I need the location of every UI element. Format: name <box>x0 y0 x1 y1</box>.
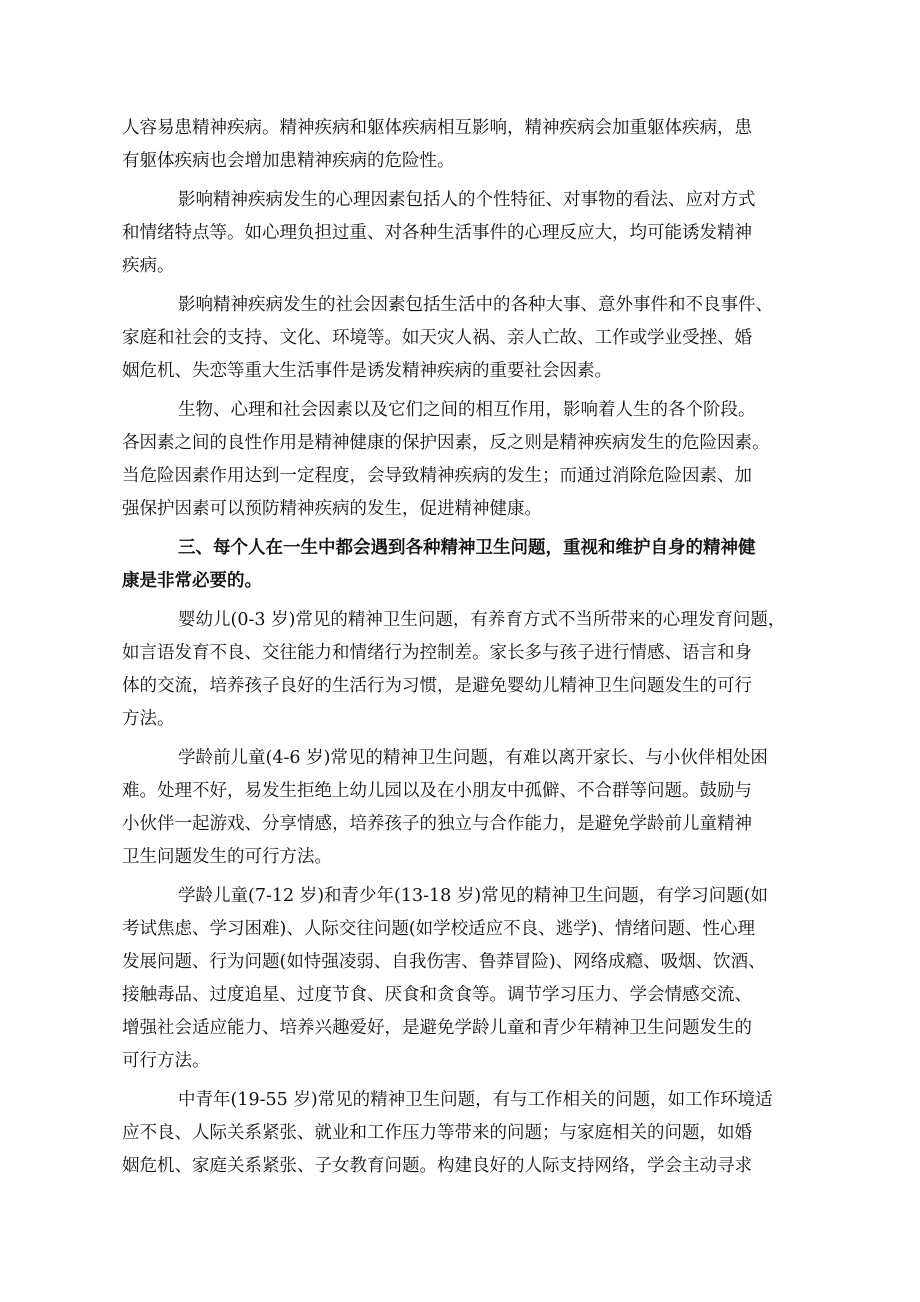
paragraph-line: 体的交流，培养孩子良好的生活行为习惯，是避免婴幼儿精神卫生问题发生的可行 <box>122 676 752 696</box>
paragraph-line: 难。处理不好，易发生拒绝上幼儿园以及在小朋友中孤僻、不合群等问题。鼓励与 <box>122 781 752 801</box>
paragraph-school-age <box>122 880 796 1078</box>
paragraph-line: 人容易患精神疾病。精神疾病和躯体疾病相互影响，精神疾病会加重躯体疾病，患 <box>122 118 752 138</box>
section-heading-line: 三、每个人在一生中都会遇到各种精神卫生问题，重视和维护自身的精神健 <box>178 538 756 558</box>
paragraph-line: 如言语发育不良、交往能力和情绪行为控制差。家长多与孩子进行情感、语言和身 <box>122 643 752 663</box>
paragraph-4 <box>122 394 796 526</box>
paragraph-1 <box>122 112 796 178</box>
document-page <box>122 112 796 1189</box>
paragraph-line: 生物、心理和社会因素以及它们之间的相互作用，影响着人生的各个阶段。 <box>178 400 756 420</box>
paragraph-3 <box>122 289 796 388</box>
paragraph-line: 各因素之间的良性作用是精神健康的保护因素，反之则是精神疾病发生的危险因素。 <box>122 433 770 453</box>
paragraph-line: 疾病。 <box>122 256 175 276</box>
paragraph-line: 影响精神疾病发生的心理因素包括人的个性特征、对事物的看法、应对方式 <box>178 190 756 210</box>
paragraph-adults <box>122 1084 796 1183</box>
paragraph-line: 和情绪特点等。如心理负担过重、对各种生活事件的心理反应大，均可能诱发精神 <box>122 223 752 243</box>
paragraph-line: 卫生问题发生的可行方法。 <box>122 847 332 867</box>
paragraph-line: 小伙伴一起游戏、分享情感，培养孩子的独立与合作能力，是避免学龄前儿童精神 <box>122 814 752 834</box>
paragraph-line: 家庭和社会的支持、文化、环境等。如天灾人祸、亲人亡故、工作或学业受挫、婚 <box>122 328 752 348</box>
paragraph-line: 方法。 <box>122 709 175 729</box>
paragraph-line: 中青年(19-55 岁)常见的精神卫生问题，有与工作相关的问题，如工作环境适 <box>178 1090 773 1110</box>
paragraph-line: 婴幼儿(0-3 岁)常见的精神卫生问题，有养育方式不当所带来的心理发育问题， <box>178 610 786 630</box>
paragraph-line: 影响精神疾病发生的社会因素包括生活中的各种大事、意外事件和不良事件、 <box>178 295 773 315</box>
paragraph-line: 增强社会适应能力、培养兴趣爱好，是避免学龄儿童和青少年精神卫生问题发生的 <box>122 1018 752 1038</box>
paragraph-line: 当危险因素作用达到一定程度，会导致精神疾病的发生；而通过消除危险因素、加 <box>122 466 752 486</box>
paragraph-preschool <box>122 742 796 874</box>
paragraph-line: 学龄前儿童(4-6 岁)常见的精神卫生问题，有难以离开家长、与小伙伴相处困 <box>178 748 768 768</box>
paragraph-line: 考试焦虑、学习困难)、人际交往问题(如学校适应不良、逃学)、情绪问题、性心理 <box>122 919 755 939</box>
paragraph-line: 可行方法。 <box>122 1051 210 1071</box>
paragraph-2 <box>122 184 796 283</box>
paragraph-line: 接触毒品、过度追星、过度节食、厌食和贪食等。调节学习压力、学会情感交流、 <box>122 985 752 1005</box>
paragraph-line: 有躯体疾病也会增加患精神疾病的危险性。 <box>122 151 455 171</box>
paragraph-line: 学龄儿童(7-12 岁)和青少年(13-18 岁)常见的精神卫生问题，有学习问题(如 <box>178 886 769 906</box>
section-heading-line: 康是非常必要的。 <box>122 571 262 591</box>
paragraph-line: 发展问题、行为问题(如恃强凌弱、自我伤害、鲁莽冒险)、网络成瘾、吸烟、饮酒、 <box>122 952 766 972</box>
paragraph-infants <box>122 604 796 736</box>
section-heading <box>122 532 796 598</box>
paragraph-line: 姻危机、家庭关系紧张、子女教育问题。构建良好的人际支持网络，学会主动寻求 <box>122 1156 752 1176</box>
paragraph-line: 姻危机、失恋等重大生活事件是诱发精神疾病的重要社会因素。 <box>122 361 612 381</box>
paragraph-line: 强保护因素可以预防精神疾病的发生，促进精神健康。 <box>122 499 542 519</box>
paragraph-line: 应不良、人际关系紧张、就业和工作压力等带来的问题；与家庭相关的问题，如婚 <box>122 1123 752 1143</box>
